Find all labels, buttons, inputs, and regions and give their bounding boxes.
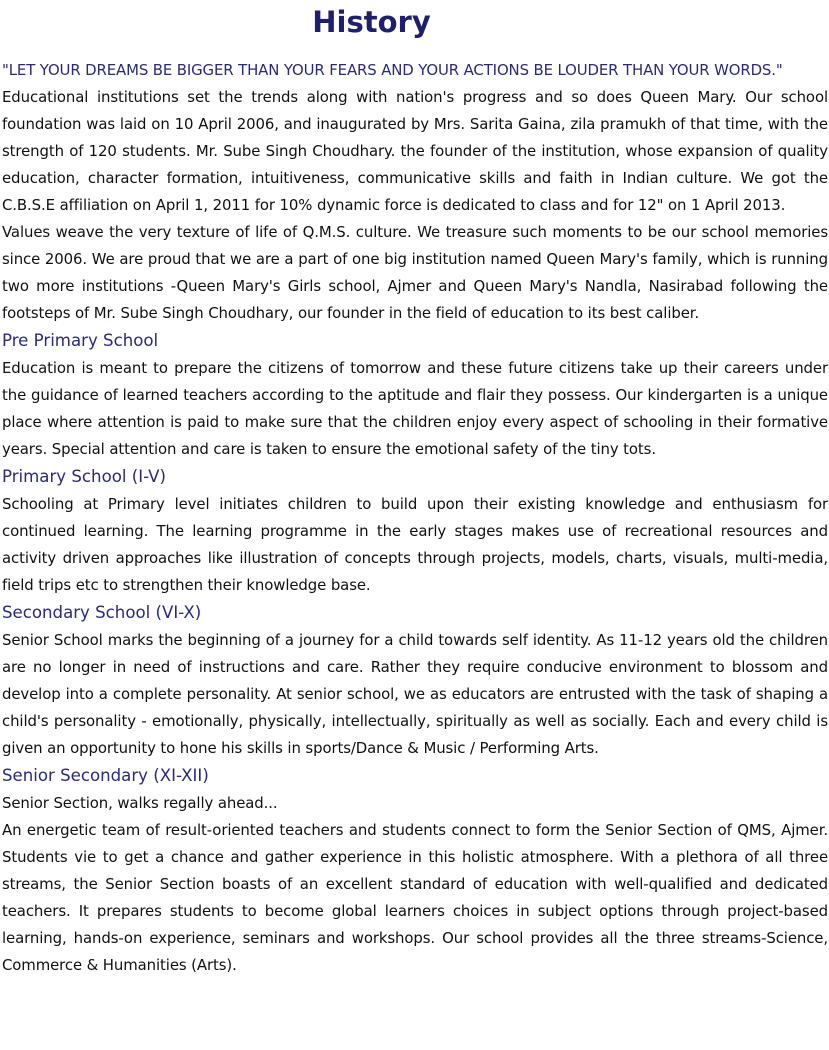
primary-paragraph: Schooling at Primary level initiates children to build upon their existing knowledge and enthusiasm for continued learning. The learning programme in the early stages makes use of recreational resources and activity driven approaches like illustration of concepts through projects, models, charts, visuals, multi-media, field trips etc to strengthen their knowledge base. bbox=[2, 495, 828, 594]
history-paragraph-1: Educational institutions set the trends along with nation's progress and so does Queen Mary. Our school foundation was laid on 10 April 2006, and inaugurated by Mrs. Sarita Gaina, zila pramukh of that time, with the strength of 120 students. Mr. Sube Singh Choudhary. the founder of the institution, whose expansion of quality education, character formation, intuitiveness, communicative skills and faith in Indian culture. We got the C.B.S.E affiliation on April 1, 2011 for 10% dynamic force is dedicated to class and for 12" on 1 April 2013. bbox=[2, 88, 828, 214]
motto-quote: "LET YOUR DREAMS BE BIGGER THAN YOUR FEARS AND YOUR ACTIONS BE LOUDER THAN YOUR WORDS." bbox=[2, 61, 783, 79]
history-paragraph-2: Values weave the very texture of life of Q.M.S. culture. We treasure such moments to be our school memories since 2006. We are proud that we are a part of one big institution named Queen Mary's family, which is running two more institutions -Queen Mary's Girls school, Ajmer and Queen Mary's Nandla, Nasirabad following the footsteps of Mr. Sube Singh Choudhary, our founder in the field of education to its best caliber. bbox=[2, 223, 828, 322]
senior-secondary-intro: Senior Section, walks regally ahead... bbox=[2, 794, 278, 812]
section-heading-secondary: Secondary School (VI-X) bbox=[2, 603, 202, 622]
section-heading-pre-primary: Pre Primary School bbox=[2, 331, 159, 350]
pre-primary-paragraph: Education is meant to prepare the citizens of tomorrow and these future citizens take up their careers under the guidance of learned teachers according to the aptitude and flair they possess. Our kindergarten is a unique place where attention is paid to make sure that the children enjoy every aspect of schooling in their formative years. Special attention and care is taken to ensure the emotional safety of the tiny tots. bbox=[2, 359, 828, 458]
section-heading-primary: Primary School (I-V) bbox=[2, 467, 166, 486]
secondary-paragraph: Senior School marks the beginning of a journey for a child towards self identity. As 11-12 years old the children are no longer in need of instructions and care. Rather they require conducive environment to blossom and develop into a complete personality. At senior school, we as educators are entrusted with the task of shaping a child's personality - emotionally, physically, intellectually, spiritually as well as socially. Each and every child is given an opportunity to hone his skills in sports/Dance & Music / Performing Arts. bbox=[2, 631, 828, 757]
senior-secondary-paragraph: An energetic team of result-oriented teachers and students connect to form the Senior Section of QMS, Ajmer. Students vie to get a chance and gather experience in this holistic atmosphere. With a plethora of all three streams, the Senior Section boasts of an excellent standard of education with well-qualified and dedicated teachers. It prepares students to become global learners choices in subject options through project-based learning, hands-on experience, seminars and workshops. Our school provides all the three streams-Science, Commerce & Humanities (Arts). bbox=[2, 821, 828, 974]
page-title: History bbox=[312, 5, 431, 39]
section-heading-senior-secondary: Senior Secondary (XI-XII) bbox=[2, 766, 209, 785]
